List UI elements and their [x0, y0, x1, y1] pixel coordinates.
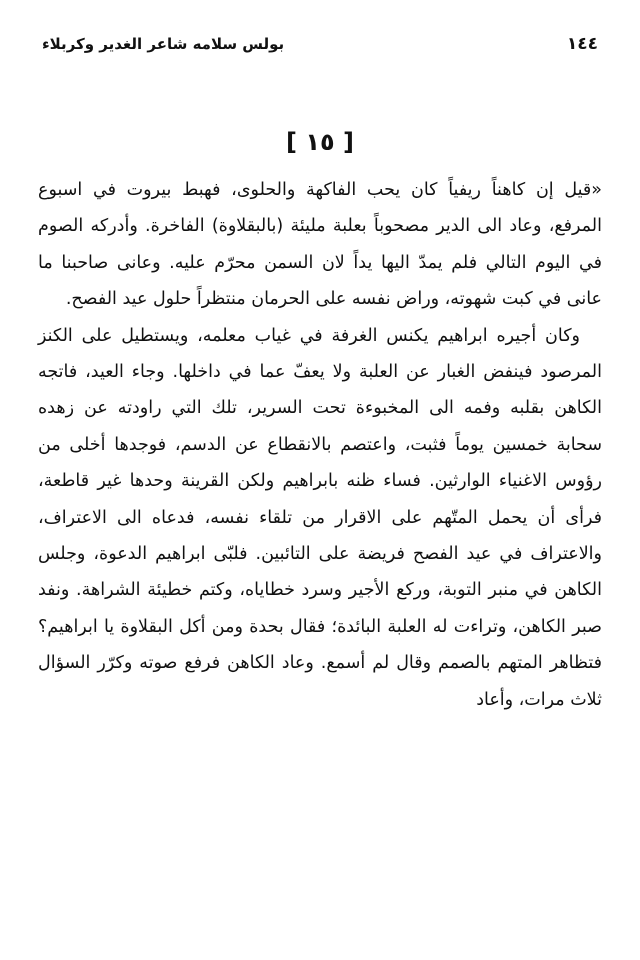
running-title: بولس سلامه شاعر الغدير وكربلاء — [42, 35, 285, 53]
body-text — [38, 172, 602, 718]
paragraph-1: «قيل إن كاهناً ريفياً كان يحب الفاكهة والحلوى، فهبط بيروت في اسبوع المرفع، وعاد الى الدير مصحوباً بعلبة مليئة (بالبقلاوة) الفاخرة. وأدركه الصوم في اليوم التالي فلم يمدّ اليها يداً لان السمن محرّم عليه. وعانى صاحبنا ما عانى في كبت شهوته، وراض نفسه على الحرمان منتظراً حلول عيد الفصح. — [38, 180, 602, 310]
paragraph-2: وكان أجيره ابراهيم يكنس الغرفة في غياب معلمه، ويستطيل على الكنز المرصود فينفض الغبار عن العلبة ولا يعفّ عما في داخلها. وجاء العيد، فاتجه الكاهن بقلبه وفمه الى المخبوءة تحت السرير، تلك التي راودته عن زهده سحابة خمسين يوماً فثبت، واعتصم بالانقطاع عن الدسم، فوجدها أخلى من رؤوس الاغنياء الوارثين. فساء ظنه بابراهيم ولكن القرينة وحدها غير قاطعة، فرأى أن يحمل المتّهم على الاقرار من تلقاء نفسه، فدعاه الى الاعتراف، والاعتراف في عيد الفصح فريضة على التائبين. فلبّى ابراهيم الدعوة، وجلس الكاهن في منبر التوبة، وركع الأجير وسرد خطاياه، وكتم خطيئة الشراهة. ونفد صبر الكاهن، وتراءت له العلبة البائدة؛ فقال بحدة ومن أكل البقلاوة يا ابراهيم؟ فتظاهر المتهم بالصمم وقال لم أسمع. وعاد الكاهن فرفع صوته وكرّر السؤال ثلاث مرات، وأعاد — [38, 325, 602, 710]
chapter-number: [ ١٥ ] — [286, 128, 354, 156]
running-header — [42, 30, 598, 58]
chapter-heading — [0, 128, 640, 156]
page-number: ١٤٤ — [566, 34, 598, 54]
